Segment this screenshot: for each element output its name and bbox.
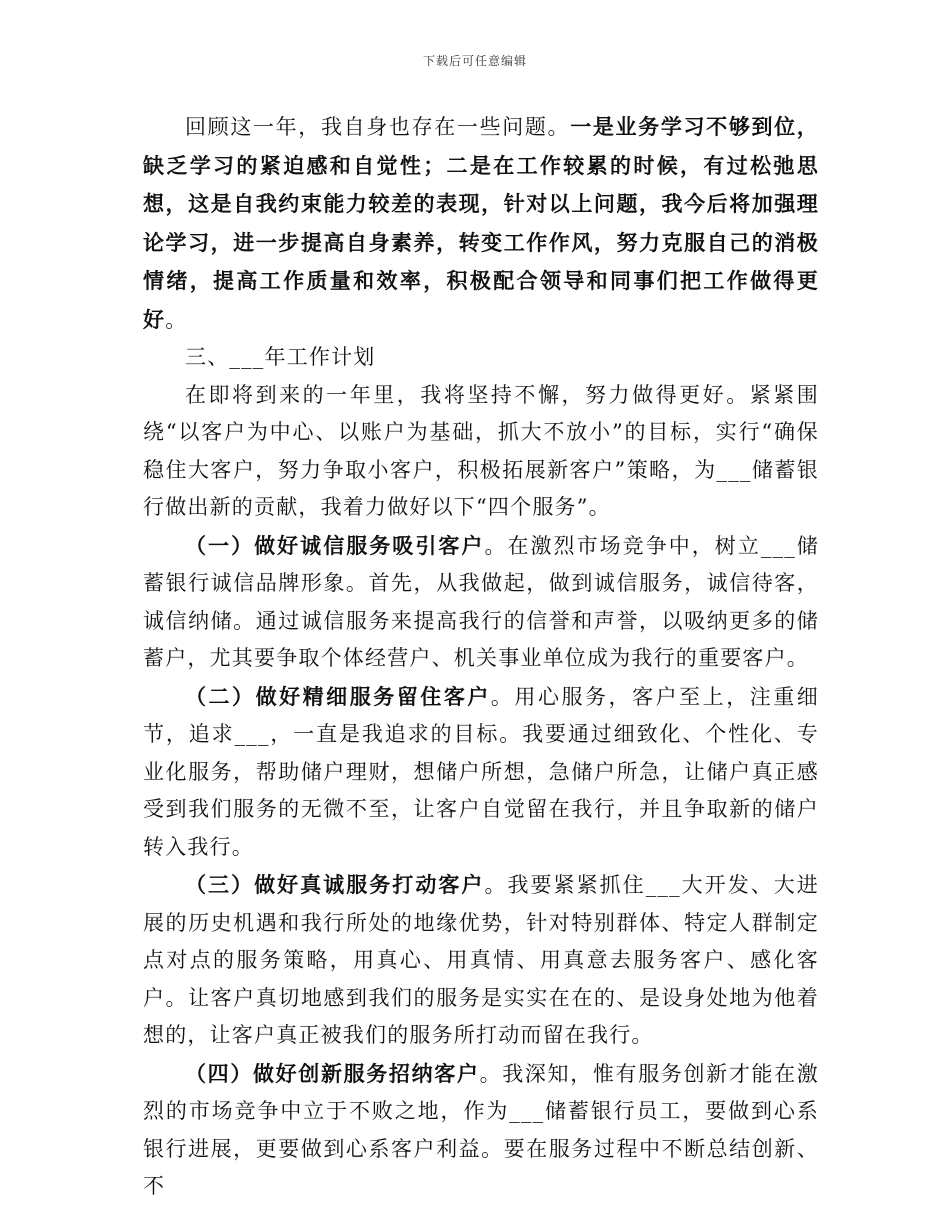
paragraph-review-lead: 回顾这一年，我自身也存在一些问题。: [185, 115, 571, 139]
page-header: 下载后可任意编辑: [422, 54, 527, 68]
paragraph-service-1: [143, 527, 819, 678]
paragraph-review: [143, 108, 819, 339]
service-1-title: （一）做好诚信服务吸引客户: [185, 532, 485, 558]
document-body: [143, 108, 819, 1206]
paragraph-service-2: [143, 678, 819, 867]
service-1-text: 。在激烈市场竞争中，树立___储蓄银行诚信品牌形象。首先，从我做起，做到诚信服务，诚信待客，诚信纳储。通过诚信服务来提高我行的信誉和声誉，以吸纳更多的储蓄户，尤其要争取个体经营户、机关事业单位成为我行的重要客户。: [143, 533, 819, 670]
paragraph-service-4: [143, 1055, 819, 1206]
paragraph-plan-intro: 在即将到来的一年里，我将坚持不懈，努力做得更好。紧紧围绕“以客户为中心、以账户为基础，抓大不放小”的目标，实行“确保稳住大客户，努力争取小客户，积极拓展新客户”策略，为___储蓄银行做出新的贡献，我着力做好以下“四个服务”。: [143, 382, 819, 519]
service-3-text: 。我要紧紧抓住___大开发、大进展的历史机遇和我行所处的地缘优势，针对特别群体、特定人群制定点对点的服务策略，用真心、用真情、用真意去服务客户、感化客户。让客户真切地感到我们的服务是实实在在的、是设身处地为他着想的，让客户真正被我们的服务所打动而留在我行。: [143, 873, 819, 1047]
paragraph-review-bold: 一是业务学习不够到位，缺乏学习的紧迫感和自觉性；二是在工作较累的时候，有过松弛思想，这是自我约束能力较差的表现，针对以上问题，我今后将加强理论学习，进一步提高自身素养，转变工作作风，努力克服自己的消极情绪，提高工作质量和效率，积极配合领导和同事们把工作做得更好: [143, 114, 819, 332]
paragraph-review-tail: 。: [165, 307, 188, 332]
service-4-text: 。我深知，惟有服务创新才能在激烈的市场竞争中立于不败之地，作为___储蓄银行员工，要做到心系银行进展，更要做到心系客户利益。要在服务过程中不断总结创新、不: [143, 1061, 820, 1198]
service-3-title: （三）做好真诚服务打动客户: [185, 872, 485, 897]
service-2-title: （二）做好精细服务留住客户: [185, 683, 491, 709]
service-4-title: （四）做好创新服务招纳客户: [185, 1060, 480, 1086]
section-heading-work-plan: 三、___年工作计划: [185, 345, 376, 369]
service-2-text: 。用心服务，客户至上，注重细节，追求___，一直是我追求的目标。我要通过细致化、个性化、专业化服务，帮助储户理财，想储户所想，急储户所急，让储户真正感受到我们服务的无微不至，让客户自觉留在我行，并且争取新的储户转入我行。: [143, 684, 819, 859]
paragraph-service-3: [143, 866, 819, 1055]
